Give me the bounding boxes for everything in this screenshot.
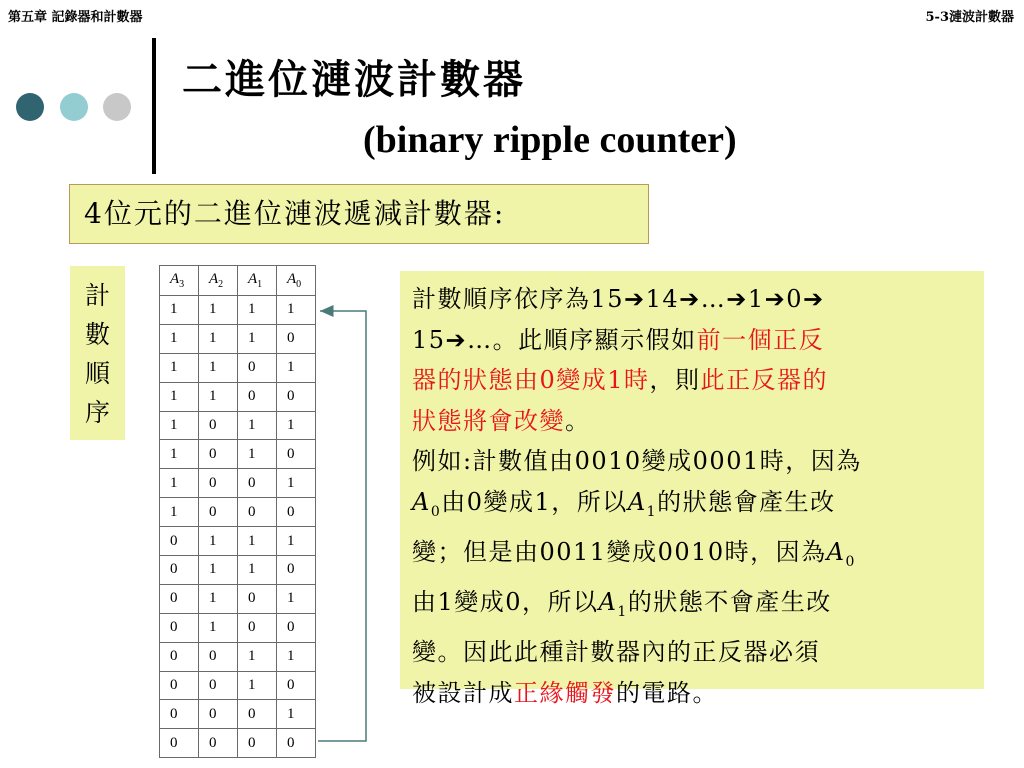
table-cell: 1 <box>160 411 199 440</box>
desc-line: 被設計成正緣觸發的電路。 <box>412 678 718 707</box>
table-cell: 1 <box>277 584 316 613</box>
table-cell: 0 <box>277 382 316 411</box>
column-header: $A_3$ <box>160 266 199 296</box>
column-header: $A_1$ <box>238 266 277 296</box>
table-cell: 0 <box>160 700 199 729</box>
table-cell: 1 <box>160 353 199 382</box>
table-cell: 1 <box>238 642 277 671</box>
column-header: $A_0$ <box>277 266 316 296</box>
table-cell: 1 <box>160 324 199 353</box>
table-cell: 0 <box>238 729 277 758</box>
table-cell: 0 <box>238 382 277 411</box>
desc-line: 變；但是由0011變成0010時，因為$A_0$ <box>412 537 856 570</box>
table-cell: 1 <box>277 469 316 498</box>
table-cell: 0 <box>160 613 199 642</box>
table-cell: 1 <box>199 353 238 382</box>
table-cell: 0 <box>277 671 316 700</box>
table-cell: 0 <box>277 556 316 585</box>
desc-line: 變。因此此種計數器內的正反器必須 <box>412 638 820 667</box>
table-cell: 0 <box>199 700 238 729</box>
table-cell: 1 <box>160 382 199 411</box>
table-cell: 0 <box>160 584 199 613</box>
desc-line: 器的狀態由0變成1時，則此正反器的 <box>412 366 829 394</box>
desc-line: 計數順序依序為15➔14➔…➔1➔0➔ <box>412 285 825 313</box>
table-cell: 0 <box>277 498 316 527</box>
desc-line: 狀態將會改變。 <box>412 406 591 435</box>
table-cell: 1 <box>199 296 238 325</box>
counter-label: 4位元的二進位漣波遞減計數器: <box>69 184 649 244</box>
table-cell: 0 <box>238 700 277 729</box>
table-cell: 0 <box>160 556 199 585</box>
order-char: 順 <box>84 359 110 388</box>
table-cell: 0 <box>199 642 238 671</box>
table-cell: 1 <box>199 613 238 642</box>
table-cell: 1 <box>160 296 199 325</box>
desc-line: 15➔…。此順序顯示假如前一個正反 <box>412 325 825 354</box>
table-cell: 1 <box>277 411 316 440</box>
table-cell: 1 <box>277 296 316 325</box>
table-cell: 1 <box>238 296 277 325</box>
table-cell: 1 <box>199 556 238 585</box>
desc-line: 由1變成0，所以$A_1$的狀態不會產生改 <box>412 588 832 620</box>
table-cell: 0 <box>199 671 238 700</box>
table-cell: 1 <box>277 642 316 671</box>
table-cell: 0 <box>238 584 277 613</box>
table-cell: 0 <box>160 729 199 758</box>
column-header: $A_2$ <box>199 266 238 296</box>
table-cell: 0 <box>199 498 238 527</box>
table-cell: 0 <box>199 469 238 498</box>
table-cell: 1 <box>277 527 316 556</box>
table-cell: 1 <box>199 584 238 613</box>
table-cell: 0 <box>238 353 277 382</box>
table-cell: 1 <box>160 469 199 498</box>
table-cell: 0 <box>160 671 199 700</box>
table-cell: 0 <box>238 469 277 498</box>
desc-line: 例如:計數值由0010變成0001時，因為 <box>412 447 862 475</box>
chapter-header: 第五章 記錄器和計數器 <box>8 10 143 25</box>
table-cell: 1 <box>277 700 316 729</box>
order-char: 序 <box>84 398 110 427</box>
slide-subtitle: (binary ripple counter) <box>363 119 737 161</box>
table-cell: 0 <box>277 324 316 353</box>
table-cell: 1 <box>238 411 277 440</box>
table-cell: 1 <box>238 527 277 556</box>
table-cell: 1 <box>238 556 277 585</box>
table-cell: 0 <box>199 440 238 469</box>
table-cell: 1 <box>160 498 199 527</box>
table-cell: 1 <box>277 353 316 382</box>
table-cell: 1 <box>199 324 238 353</box>
table-cell: 1 <box>238 324 277 353</box>
table-cell: 0 <box>238 613 277 642</box>
table-cell: 1 <box>199 527 238 556</box>
order-char: 數 <box>84 320 110 349</box>
table-cell: 1 <box>238 440 277 469</box>
desc-line: $A_0$由0變成1，所以$A_1$的狀態會產生改 <box>412 487 836 520</box>
order-char: 計 <box>84 281 110 310</box>
table-cell: 1 <box>199 382 238 411</box>
table-cell: 0 <box>199 729 238 758</box>
slide-title: 二進位漣波計數器 <box>182 56 526 103</box>
table-cell: 0 <box>277 440 316 469</box>
table-cell: 0 <box>277 613 316 642</box>
table-cell: 1 <box>238 671 277 700</box>
table-cell: 0 <box>199 411 238 440</box>
description-box <box>400 271 984 707</box>
table-cell: 0 <box>238 498 277 527</box>
table-cell: 0 <box>160 527 199 556</box>
table-cell: 0 <box>277 729 316 758</box>
table-cell: 0 <box>160 642 199 671</box>
table-cell: 1 <box>160 440 199 469</box>
section-header: 5-3漣波計數器 <box>925 10 1014 25</box>
